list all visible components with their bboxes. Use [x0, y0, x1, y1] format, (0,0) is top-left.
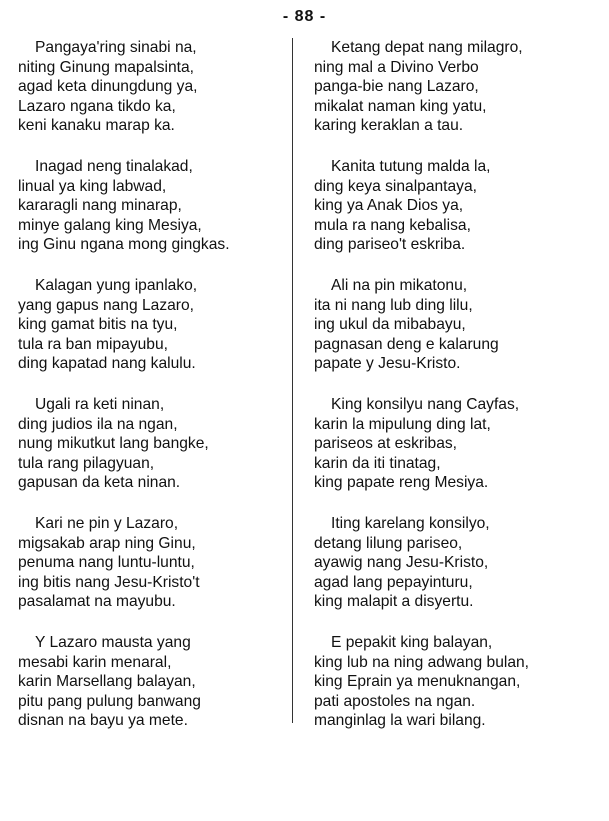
verse-line: mikalat naman king yatu,	[314, 97, 487, 115]
verse-line: ing ukul da mibabayu,	[314, 316, 466, 333]
verse-line: ding pariseo't eskriba.	[314, 236, 466, 253]
verse-line: king lub na ning adwang bulan,	[314, 653, 530, 671]
verse-line: pati apostoles na ngan.	[314, 692, 476, 710]
verse-line: king papate reng Mesiya.	[314, 474, 489, 491]
verse-line: ing bitis nang Jesu-Kristo't	[18, 573, 200, 591]
verse-line: Kanita tutung malda la,	[331, 158, 491, 175]
stanza	[18, 276, 288, 395]
verse-line: pitu pang pulung banwang	[18, 692, 201, 710]
verse-line: Ketang depat nang milagro,	[331, 39, 523, 56]
verse-line: Pangaya'ring sinabi na,	[35, 39, 197, 56]
verse-line: linual ya king labwad,	[18, 177, 167, 195]
verse-line: manginlag la wari bilang.	[314, 712, 486, 729]
verse-line: karin Marsellang balayan,	[18, 673, 196, 690]
verse-line: agad lang pepayinturu,	[314, 573, 473, 591]
verse-line: Ugali ra keti ninan,	[35, 396, 165, 413]
verse-line: karin la mipulung ding lat,	[314, 415, 491, 433]
verse-line: ita ni nang lub ding lilu,	[314, 296, 473, 314]
verse-line: pagnasan deng e kalarung	[314, 335, 499, 353]
verse-line: agad keta dinungdung ya,	[18, 78, 198, 95]
verse-line: king gamat bitis na tyu,	[18, 316, 178, 333]
verse-line: pasalamat na mayubu.	[18, 593, 176, 610]
verse-line: tula rang pilagyuan,	[18, 454, 155, 472]
verse-line: king malapit a disyertu.	[314, 593, 474, 610]
verse-line: panga-bie nang Lazaro,	[314, 78, 479, 95]
verse-line: minye galang king Mesiya,	[18, 216, 202, 234]
verse-line: king Eprain ya menuknangan,	[314, 673, 521, 690]
stanza	[314, 395, 584, 514]
verse-line: yang gapus nang Lazaro,	[18, 296, 195, 314]
verse-line: kararagli nang minarap,	[18, 197, 182, 214]
verse-line: Kalagan yung ipanlako,	[35, 277, 198, 294]
verse-line: ding kapatad nang kalulu.	[18, 355, 196, 372]
verse-line: Inagad neng tinalakad,	[35, 158, 193, 175]
verse-line: Ali na pin mikatonu,	[331, 277, 468, 294]
stanza	[18, 157, 288, 276]
verse-line: Y Lazaro mausta yang	[35, 634, 191, 651]
verse-line: migsakab arap ning Ginu,	[18, 534, 196, 552]
stanza	[314, 514, 584, 633]
verse-line: gapusan da keta ninan.	[18, 474, 181, 491]
right-column	[314, 38, 584, 752]
verse-line: Kari ne pin y Lazaro,	[35, 515, 179, 532]
verse-line: ding judios ila na ngan,	[18, 415, 178, 433]
stanza	[314, 157, 584, 276]
verse-line: papate y Jesu-Kristo.	[314, 355, 461, 372]
verse-line: King konsilyu nang Cayfas,	[331, 396, 520, 413]
verse-line: Lazaro ngana tikdo ka,	[18, 97, 176, 115]
left-column	[18, 38, 288, 752]
page-number: - 88 -	[282, 8, 327, 25]
stanza	[18, 514, 288, 633]
verse-line: nung mikutkut lang bangke,	[18, 435, 209, 452]
verse-line: niting Ginung mapalsinta,	[18, 58, 194, 76]
verse-line: penuma nang luntu-luntu,	[18, 554, 195, 571]
verse-line: karin da iti tinatag,	[314, 454, 441, 472]
verse-line: keni kanaku marap ka.	[18, 117, 175, 134]
verse-line: disnan na bayu ya mete.	[18, 712, 188, 729]
verse-line: ayawig nang Jesu-Kristo,	[314, 554, 489, 571]
verse-line: karing keraklan a tau.	[314, 117, 464, 134]
verse-line: pariseos at eskribas,	[314, 435, 458, 452]
stanza	[314, 38, 584, 157]
verse-line: king ya Anak Dios ya,	[314, 197, 464, 214]
verse-line: ing Ginu ngana mong gingkas.	[18, 236, 230, 253]
column-divider	[292, 38, 293, 723]
verse-line: Iting karelang konsilyo,	[331, 515, 490, 532]
stanza	[314, 276, 584, 395]
stanza	[18, 395, 288, 514]
verse-line: E pepakit king balayan,	[331, 634, 493, 651]
verse-line: mesabi karin menaral,	[18, 653, 172, 671]
verse-line: ning mal a Divino Verbo	[314, 58, 479, 76]
verse-line: tula ra ban mipayubu,	[18, 335, 168, 353]
stanza	[18, 633, 288, 752]
stanza	[314, 633, 584, 752]
verse-line: detang lilung pariseo,	[314, 534, 463, 552]
stanza	[18, 38, 288, 157]
verse-line: ding keya sinalpantaya,	[314, 177, 477, 195]
verse-line: mula ra nang kebalisa,	[314, 216, 471, 234]
